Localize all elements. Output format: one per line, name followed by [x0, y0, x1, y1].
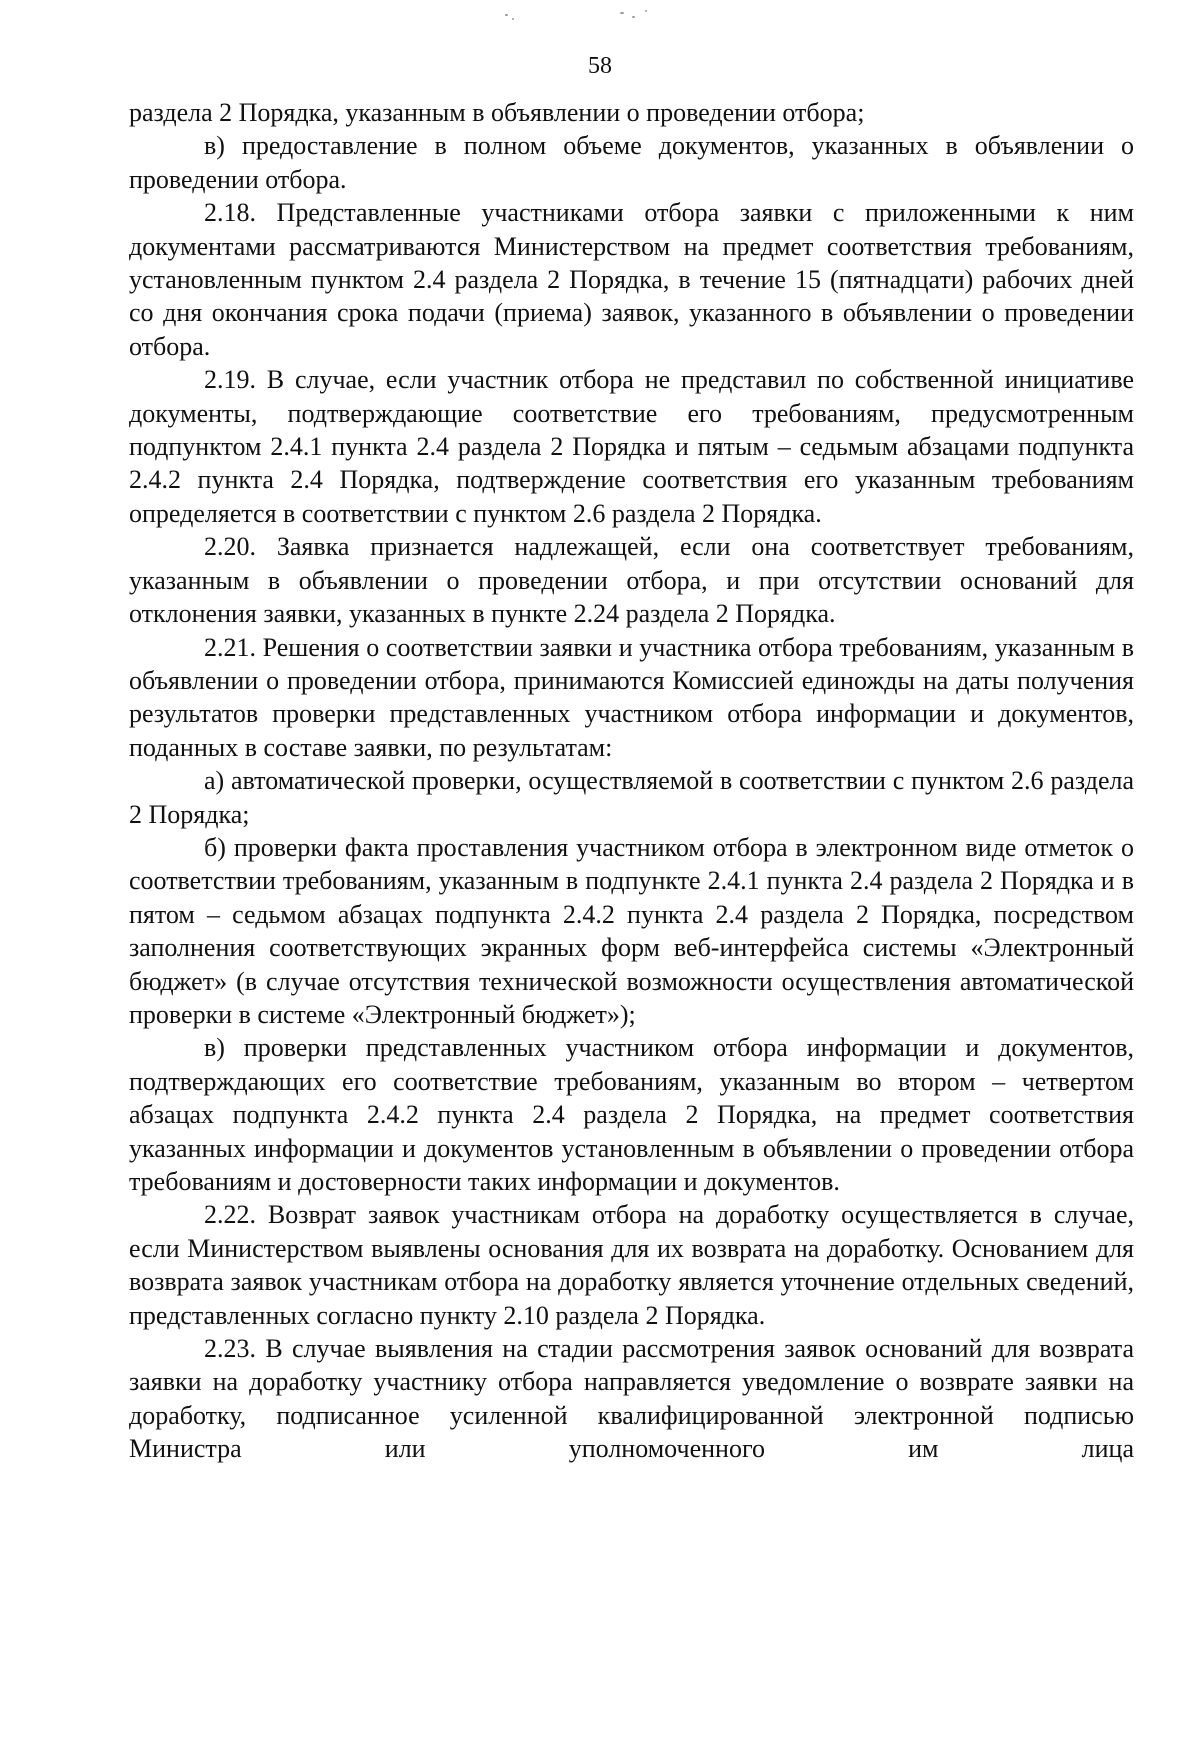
paragraph-2-20: 2.20. Заявка признается надлежащей, если она соответствует требованиям, указанным в объявлении о проведении отбора, и при отсутствии оснований для отклонения заявки, указанных в пункте 2.24 раздела 2 Порядка.: [129, 532, 1134, 629]
paragraph-2-18: 2.18. Представленные участниками отбора заявки с приложенными к ним документами рассматриваются Министерством на предмет соответствия требованиям, установленным пунктом 2.4 раздела 2 Порядка, в течение 15 (пятнадцати) рабочих дней со дня окончания срока подачи (приема) заявок, указанного в объявлении о проведении отбора.: [129, 198, 1134, 361]
paragraph-2-19: 2.19. В случае, если участник отбора не представил по собственной инициативе документы, подтверждающие соответствие его требованиям, предусмотренным подпунктом 2.4.1 пункта 2.4 раздела 2 Порядка и пятым – седьмым абзацами подпункта 2.4.2 пункта 2.4 Порядка, подтверждение соответствия его указанным требованиям определяется в соответствии с пунктом 2.6 раздела 2 Порядка.: [129, 365, 1134, 528]
paragraph-2-23: 2.23. В случае выявления на стадии рассмотрения заявок оснований для возврата заявки на доработку участнику отбора направляется уведомление о возврате заявки на доработку, подписанное усиленной квалифицированной электронной подписью Министра или уполномоченного им лица: [129, 1334, 1134, 1464]
paragraph-2-21-v: в) проверки представленных участником отбора информации и документов, подтверждающих его соответствие требованиям, указанным во втором – четвертом абзацах подпункта 2.4.2 пункта 2.4 раздела 2 Порядка, на предмет соответствия указанных информации и документов установленным в объявлении о проведении отбора требованиям и достоверности таких информации и документов.: [129, 1033, 1134, 1196]
paragraph-continuation: раздела 2 Порядка, указанным в объявлении о проведении отбора;: [129, 98, 865, 127]
scan-speck: [505, 14, 508, 16]
document-body: [129, 96, 1134, 1466]
page-number: 58: [588, 53, 612, 79]
paragraph-2-21-b: б) проверки факта проставления участником отбора в электронном виде отметок о соответствии требованиям, указанным в подпункте 2.4.1 пункта 2.4 раздела 2 Порядка и в пятом – седьмом абзацах подпункта 2.4.2 пункта 2.4 раздела 2 Порядка, посредством заполнения соответствующих экранных форм веб-интерфейса системы «Электронный бюджет» (в случае отсутствия технической возможности осуществления автоматической проверки в системе «Электронный бюджет»);: [129, 832, 1134, 1029]
paragraph-2-22: 2.22. Возврат заявок участникам отбора на доработку осуществляется в случае, если Министерством выявлены основания для их возврата на доработку. Основанием для возврата заявок участникам отбора на доработку является уточнение отдельных сведений, представленных согласно пункту 2.10 раздела 2 Порядка.: [129, 1200, 1134, 1330]
paragraph-2-21: 2.21. Решения о соответствии заявки и участника отбора требованиям, указанным в объявлении о проведении отбора, принимаются Комиссией единожды на даты получения результатов проверки представленных участником отбора информации и документов, поданных в составе заявки, по результатам:: [129, 632, 1134, 762]
paragraph-2-17-v: в) предоставление в полном объеме документов, указанных в объявлении о проведении отбора.: [129, 131, 1134, 194]
scan-speck: [645, 10, 647, 12]
scan-speck: [620, 12, 624, 14]
scan-speck: [632, 16, 635, 18]
paragraph-2-21-a: а) автоматической проверки, осуществляемой в соответствии с пунктом 2.6 раздела 2 Порядка;: [129, 766, 1134, 829]
scan-speck: [512, 18, 514, 20]
